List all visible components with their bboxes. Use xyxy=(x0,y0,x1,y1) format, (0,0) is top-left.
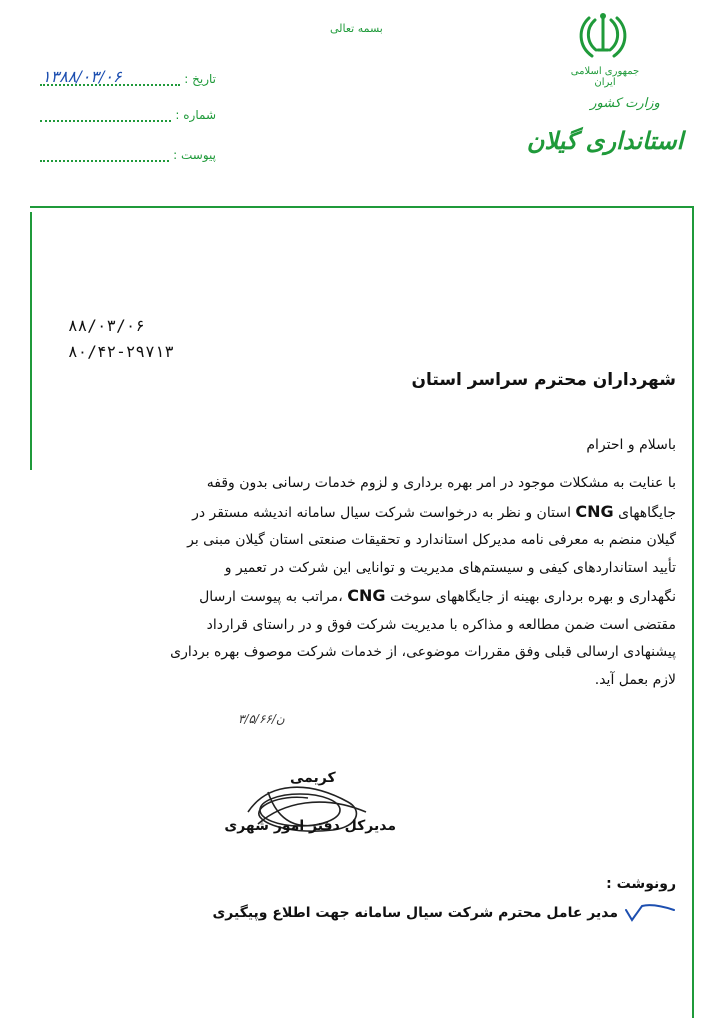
body-line: مقتضی است ضمن مطالعه و مذاکره با مدیریت شرکت فوق و در راستای قرارداد xyxy=(206,616,676,633)
handwritten-check-icon xyxy=(624,900,676,926)
date-field xyxy=(40,64,216,86)
body-line: جایگاههای CNG استان و نظر به درخواست شرکت سیال سامانه اندیشه مستقر در xyxy=(192,501,676,521)
attachment-field xyxy=(40,140,216,162)
number-label: شماره : xyxy=(175,108,216,122)
frame-right-line xyxy=(692,206,694,1018)
reference-number: ۸۰/۴۲-۲۹۷۱۳ xyxy=(68,342,174,361)
body-line: نگهداری و بهره برداری بهینه از جایگاههای سوخت CNG ،مراتب به پیوست ارسال xyxy=(199,586,676,605)
date-value: ۱۳۸۸/۰۳/۰۶ xyxy=(42,67,122,86)
body-line: پیشنهادی ارسالی قبلی وفق مقررات موضوعی، از خدمات شرکت موصوف بهره برداری xyxy=(170,644,676,660)
cc-label: رونوشت : xyxy=(606,876,676,892)
cng-term: CNG xyxy=(575,501,614,521)
greeting: باسلام و احترام xyxy=(586,437,676,453)
handwritten-note: ۳/۵/۶۶/ن xyxy=(238,712,285,726)
reference-date: ۸۸/۰۳/۰۶ xyxy=(68,316,146,335)
addressee: شهرداران محترم سراسر استان xyxy=(411,370,676,390)
frame-top-line xyxy=(30,206,694,208)
date-label: تاریخ : xyxy=(184,72,216,86)
number-field xyxy=(40,100,216,122)
bismillah-heading: بسمه تعالی xyxy=(330,22,383,35)
letter-body xyxy=(56,470,676,694)
ministry-name: وزارت کشور xyxy=(590,96,660,111)
body-line: لازم بعمل آید. xyxy=(594,671,676,688)
cng-term: CNG xyxy=(347,586,386,605)
body-line: گیلان منضم به معرفی نامه مدیرکل استاندارد و تحقیقات صنعتی استان گیلان مبنی بر xyxy=(187,532,676,548)
cc-entry: مدیر عامل محترم شرکت سیال سامانه جهت اطلاع وپیگیری xyxy=(212,905,618,921)
body-line: تأیید استانداردهای کیفی و سیستم‌های مدیریت و توانایی این شرکت در تعمیر و xyxy=(224,559,676,576)
governorate-name: استانداری گیلان xyxy=(526,126,684,155)
iran-emblem-icon xyxy=(576,10,630,64)
signatory-title: مدیرکل دفتر امور شهری xyxy=(224,818,396,834)
attachment-label: پیوست : xyxy=(173,148,216,162)
emblem-caption: جمهوری اسلامی ایران xyxy=(570,66,640,88)
body-line: با عنایت به مشکلات موجود در امر بهره برداری و لزوم خدمات رسانی بدون وقفه xyxy=(206,475,676,491)
signatory-name: کریمی xyxy=(290,770,336,786)
frame-left-line xyxy=(30,212,32,470)
